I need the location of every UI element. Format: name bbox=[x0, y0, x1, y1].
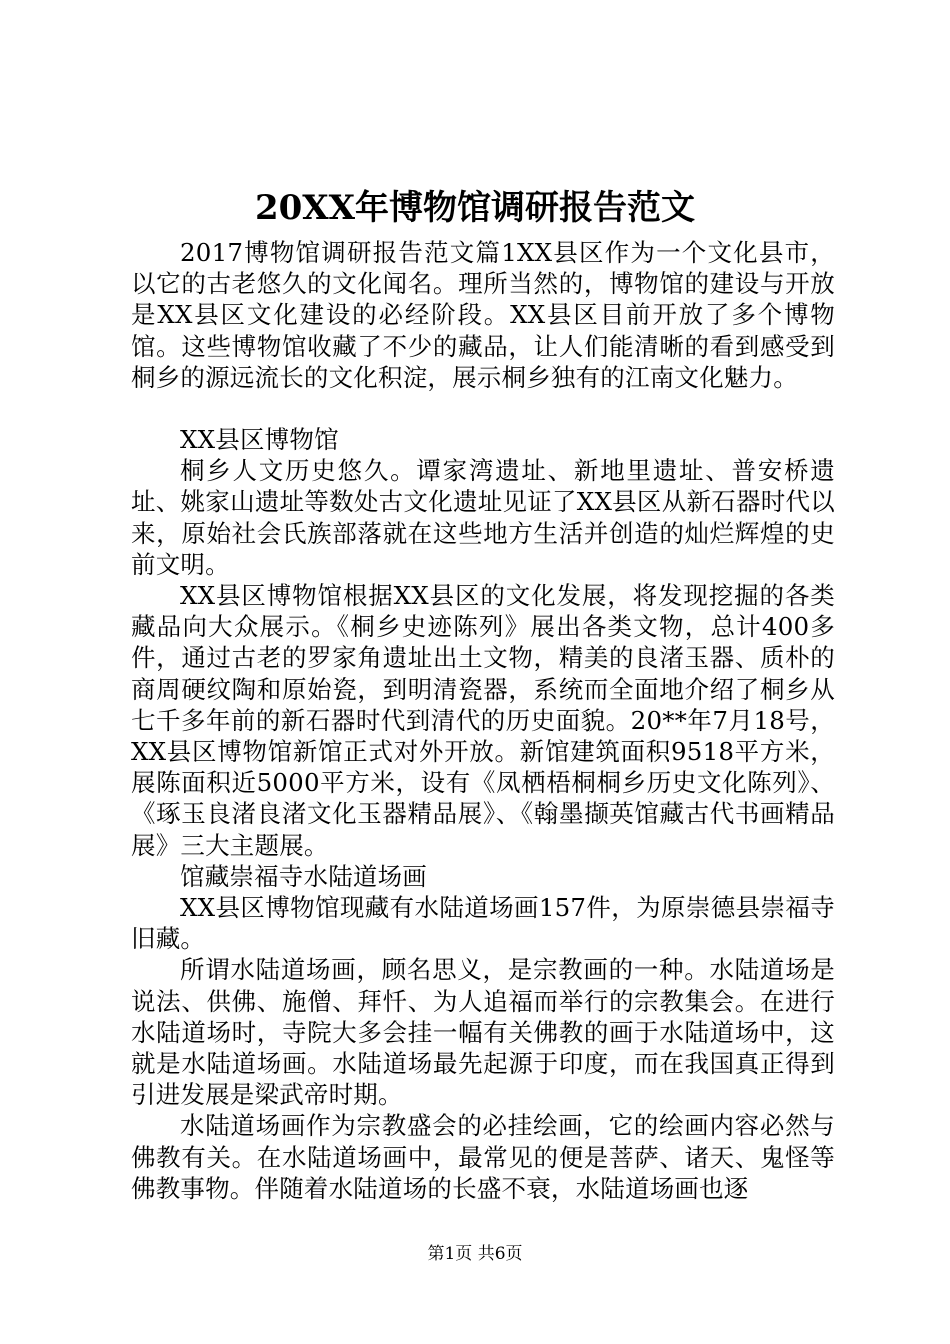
page-footer: 第1页 共6页 bbox=[427, 1244, 523, 1264]
document-title: 20XX年博物馆调研报告范文 bbox=[254, 188, 696, 228]
document-body bbox=[131, 237, 835, 1204]
section-heading-museum: XX县区博物馆 bbox=[180, 425, 339, 455]
body-paragraph: 所谓水陆道场画，顾名思义，是宗教画的一种。水陆道场是说法、供佛、施僧、拜忏、为人追福而举行的宗教集会。在进行水陆道场时，寺院大多会挂一幅有关佛教的画于水陆道场中，这就是水陆道场画。水陆道场最先起源于印度，而在我国真正得到引进发展是梁武帝时期。 bbox=[131, 955, 835, 1110]
body-paragraph: 水陆道场画作为宗教盛会的必挂绘画，它的绘画内容必然与佛教有关。在水陆道场画中，最常见的便是菩萨、诸天、鬼怪等佛教事物。伴随着水陆道场的长盛不衰，水陆道场画也逐 bbox=[131, 1111, 835, 1203]
body-paragraph: XX县区博物馆根据XX县区的文化发展，将发现挖掘的各类藏品向大众展示。《桐乡史迹陈列》展出各类文物，总计400多件，通过古老的罗家角遗址出土文物，精美的良渚玉器、质朴的商周硬纹陶和原始瓷，到明清瓷器，系统而全面地介绍了桐乡从七千多年前的新石器时代到清代的历史面貌。20**年7月18号，XX县区博物馆新馆正式对外开放。新馆建筑面积9518平方米，展陈面积近5000平方米，设有《凤栖梧桐桐乡历史文化陈列》、《琢玉良渚良渚文化玉器精品展》、《翰墨撷英馆藏古代书画精品展》三大主题展。 bbox=[131, 581, 835, 860]
body-paragraph: 桐乡人文历史悠久。谭家湾遗址、新地里遗址、普安桥遗址、姚家山遗址等数处古文化遗址见证了XX县区从新石器时代以来，原始社会氏族部落就在这些地方生活并创造的灿烂辉煌的史前文明。 bbox=[131, 456, 835, 579]
intro-paragraph: 2017博物馆调研报告范文篇1XX县区作为一个文化县市，以它的古老悠久的文化闻名。理所当然的，博物馆的建设与开放是XX县区文化建设的必经阶段。XX县区目前开放了多个博物馆。这些博物馆收藏了不少的藏品，让人们能清晰的看到感受到桐乡的源远流长的文化积淀，展示桐乡独有的江南文化魅力。 bbox=[131, 238, 835, 392]
section-heading-paintings: 馆藏崇福寺水陆道场画 bbox=[180, 861, 427, 891]
body-paragraph: XX县区博物馆现藏有水陆道场画157件，为原崇德县崇福寺旧藏。 bbox=[131, 893, 835, 954]
